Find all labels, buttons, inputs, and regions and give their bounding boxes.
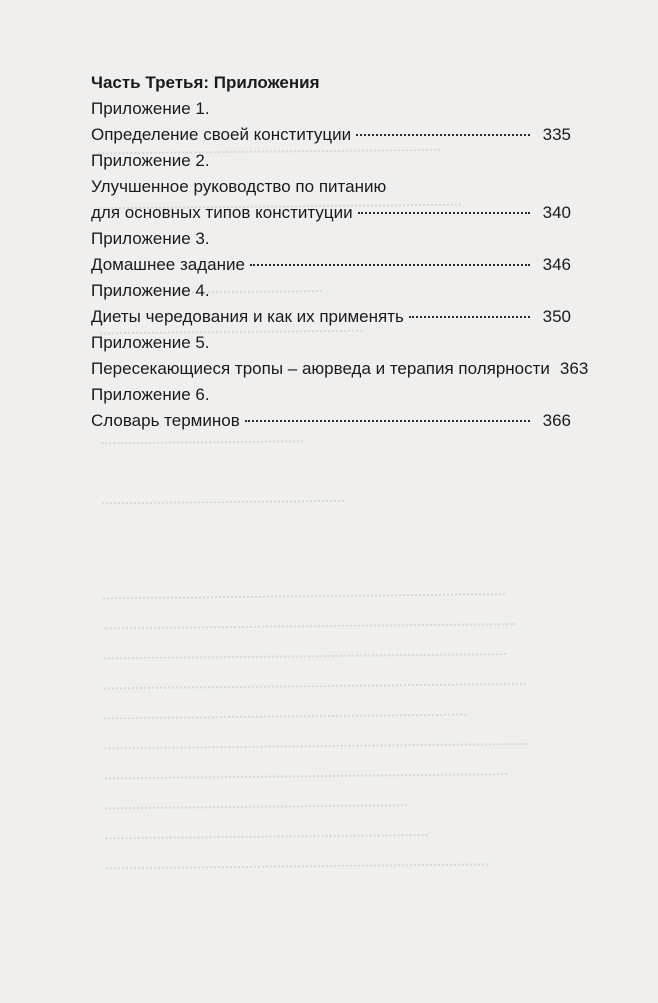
entry-title: Словарь терминов bbox=[91, 411, 240, 430]
toc-entry[interactable] bbox=[91, 358, 589, 380]
toc-entry[interactable] bbox=[91, 410, 571, 432]
dot-leader bbox=[358, 212, 530, 214]
ghost-line bbox=[102, 832, 572, 843]
ghost-line bbox=[100, 652, 570, 663]
appendix-label: Приложение 6. bbox=[91, 385, 210, 404]
dot-leader bbox=[409, 316, 530, 318]
ghost-line bbox=[102, 862, 572, 873]
ghost-line bbox=[98, 497, 568, 508]
appendix-label: Приложение 2. bbox=[91, 151, 210, 170]
toc-item-appendix-1 bbox=[91, 98, 571, 146]
ghost-line bbox=[101, 802, 571, 813]
toc-item-appendix-3 bbox=[91, 228, 571, 276]
section-heading: Часть Третья: Приложения bbox=[91, 73, 320, 92]
toc-entry[interactable] bbox=[91, 202, 571, 224]
page-number: 340 bbox=[542, 203, 571, 222]
entry-title: Диеты чередования и как их применять bbox=[91, 307, 404, 326]
dot-leader bbox=[245, 420, 530, 422]
entry-title: Домашнее задание bbox=[91, 255, 245, 274]
ghost-line bbox=[99, 592, 569, 603]
toc-entry[interactable] bbox=[91, 306, 571, 328]
entry-title: Пересекающиеся тропы – аюрведа и терапия полярности bbox=[91, 359, 550, 378]
appendix-label: Приложение 3. bbox=[91, 229, 210, 248]
page-number: 346 bbox=[542, 255, 571, 274]
entry-title: Определение своей конституции bbox=[91, 125, 352, 144]
appendix-label: Приложение 1. bbox=[91, 99, 210, 118]
toc-item-appendix-2 bbox=[91, 150, 571, 224]
entry-title: для основных типов конституции bbox=[91, 203, 353, 222]
entry-title-line: Улучшенное руководство по питанию bbox=[91, 177, 387, 196]
appendix-label: Приложение 4. bbox=[91, 281, 210, 300]
page-number: 366 bbox=[542, 411, 571, 430]
ghost-line bbox=[97, 438, 567, 449]
toc-item-appendix-5 bbox=[91, 332, 589, 380]
dot-leader bbox=[250, 264, 530, 266]
table-of-contents bbox=[91, 70, 589, 436]
dot-leader bbox=[356, 134, 530, 136]
ghost-line bbox=[100, 712, 570, 723]
page-number: 335 bbox=[542, 125, 571, 144]
ghost-line bbox=[99, 622, 569, 633]
page-number: 363 bbox=[559, 359, 589, 378]
ghost-line bbox=[101, 772, 571, 783]
appendix-label: Приложение 5. bbox=[91, 333, 210, 352]
ghost-line bbox=[100, 682, 570, 693]
toc-entry[interactable] bbox=[91, 124, 571, 146]
page-number: 350 bbox=[542, 307, 571, 326]
toc-entry[interactable] bbox=[91, 254, 571, 276]
toc-item-appendix-4 bbox=[91, 280, 571, 328]
ghost-line bbox=[101, 742, 571, 753]
toc-item-appendix-6 bbox=[91, 384, 571, 432]
